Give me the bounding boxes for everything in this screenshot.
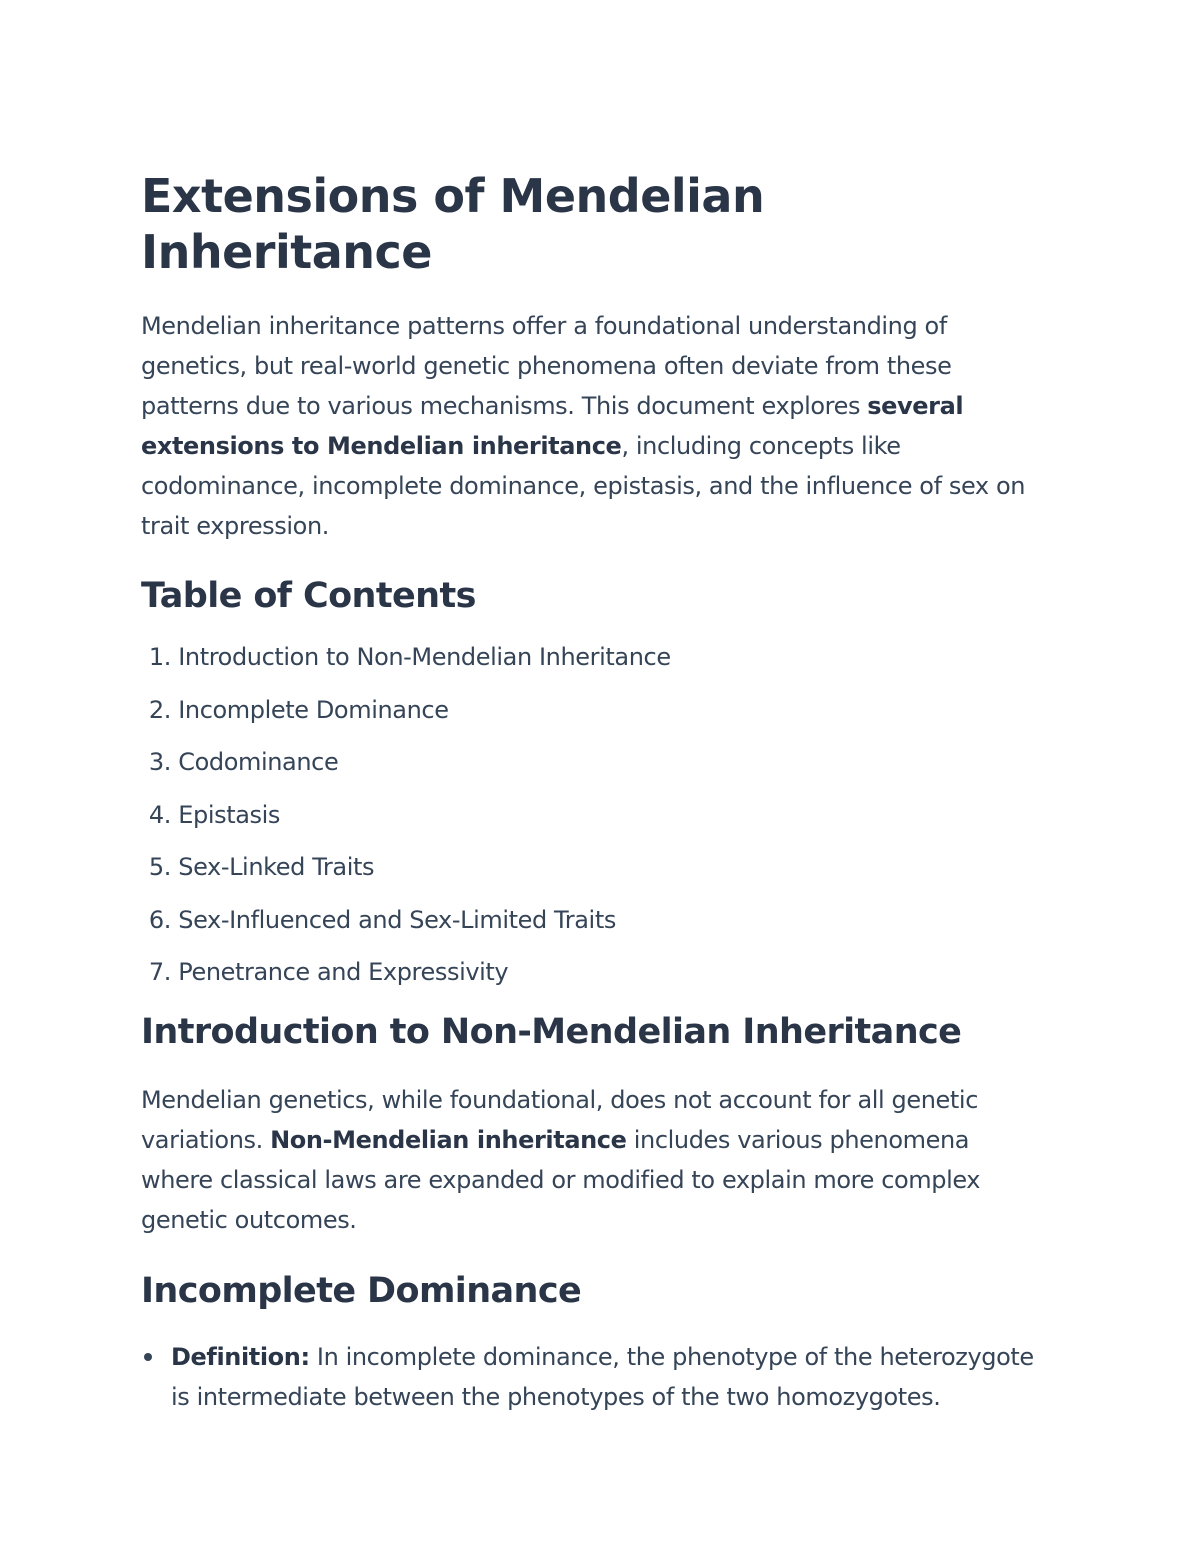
toc-item-number: 1.	[148, 643, 171, 671]
toc-item-2[interactable]	[141, 695, 1041, 725]
toc-item-label: Codominance	[178, 748, 339, 776]
toc-item-number: 5.	[148, 853, 171, 881]
document-page	[141, 168, 1041, 1417]
section-heading-introduction: Introduction to Non-Mendelian Inheritance	[141, 1011, 962, 1052]
toc-item-label: Introduction to Non-Mendelian Inheritance	[178, 643, 671, 671]
toc-item-label: Penetrance and Expressivity	[178, 958, 509, 986]
incomplete-dominance-list	[141, 1337, 1041, 1417]
toc-item-number: 3.	[148, 748, 171, 776]
toc-item-number: 4.	[148, 800, 171, 829]
toc-item-5[interactable]	[141, 852, 1041, 882]
intro-text-before: Mendelian inheritance patterns offer a foundational understanding of genetics, but real-world genetic phenomena often deviate from these patterns due to various mechanisms. This document explores	[141, 312, 952, 420]
toc-item-label: Incomplete Dominance	[178, 695, 449, 724]
section-heading-incomplete-dominance: Incomplete Dominance	[141, 1270, 582, 1311]
list-item	[141, 1337, 1041, 1417]
toc-list	[141, 642, 1041, 987]
toc-item-1[interactable]	[141, 642, 1041, 672]
introduction-bold-text: Non-Mendelian inheritance	[270, 1125, 627, 1154]
bullet-icon	[144, 1353, 152, 1361]
toc-item-4[interactable]	[141, 800, 1041, 830]
toc-item-6[interactable]	[141, 905, 1041, 935]
intro-text-after: , including concepts like codominance, incomplete dominance, epistasis, and the influence of sex on trait expression.	[141, 432, 1026, 540]
intro-paragraph	[141, 306, 1041, 546]
bullet-bold-label: Definition:	[171, 1342, 310, 1371]
introduction-paragraph	[141, 1080, 1041, 1240]
toc-item-number: 7.	[148, 958, 171, 986]
toc-item-7[interactable]	[141, 957, 1041, 987]
bullet-text: In incomplete dominance, the phenotype of the heterozygote is intermediate between the phenotypes of the two homozygotes.	[171, 1342, 1034, 1411]
toc-item-3[interactable]	[141, 747, 1041, 777]
document-title: Extensions of Mendelian Inheritance	[141, 169, 765, 279]
toc-heading: Table of Contents	[141, 576, 476, 616]
toc-item-number: 6.	[148, 905, 171, 934]
toc-item-label: Sex-Linked Traits	[178, 853, 375, 881]
introduction-text-before: Mendelian genetics, while foundational, does not account for all genetic variations.	[141, 1085, 978, 1154]
intro-bold-text: several extensions to Mendelian inheritance	[141, 392, 964, 460]
toc-item-label: Sex-Influenced and Sex-Limited Traits	[178, 905, 616, 934]
toc-item-label: Epistasis	[178, 800, 280, 829]
toc-item-number: 2.	[148, 695, 171, 724]
introduction-text-after: includes various phenomena where classical laws are expanded or modified to explain more complex genetic outcomes.	[141, 1125, 981, 1234]
